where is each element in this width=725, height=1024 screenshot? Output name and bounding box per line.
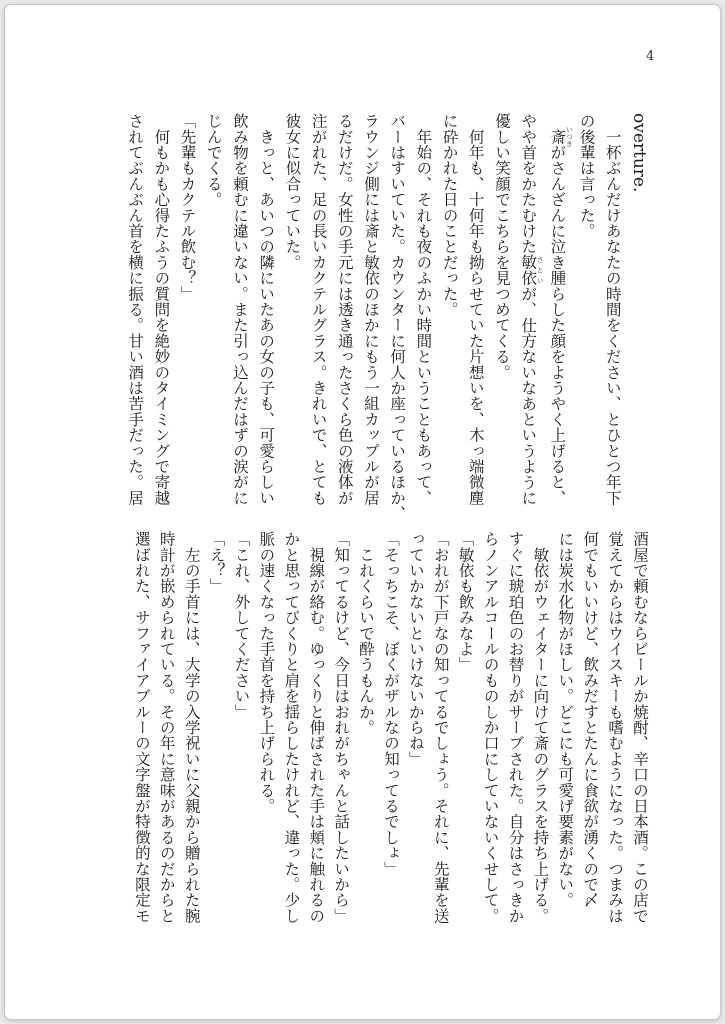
book-page [4,4,721,1020]
text-segment: 「え？」 [207,531,226,594]
text-segment: すぐに琥珀色のお替りがサーブされた。自分はさっきか [506,531,525,924]
text-line [600,113,626,506]
text-line [403,531,428,941]
text-segment: には炭水化物がほしい。どこにも可愛げ要素がない。 [556,531,575,908]
text-segment: 何もかも心得たふうの質問を絶妙のタイミングで寄越 [152,113,171,506]
text-segment: 「おれが下戸なの知ってるでしょう。それに、先輩を送 [431,531,450,924]
text-line [279,113,305,503]
text-segment: 年始の、それも夜のふかい時間ということもあって、 [414,113,433,506]
text-segment: 敏依がウェイターに向けて斎のグラスを持ち上げる。 [531,531,550,924]
text-line [627,531,652,941]
ruby-reading: さとい [536,254,545,286]
text-segment: に砕かれた日のことだった。 [440,113,459,318]
text-segment: 何年も、十何年も拗らせていた片想いを、木っ端微塵 [466,113,485,506]
ruby-annotated-name [519,254,545,286]
text-line [463,113,489,506]
text-segment: が、仕方ないなあというように [519,285,538,506]
text-segment: 「これ、外してください」 [232,531,251,720]
text-line [378,531,403,941]
text-line [353,531,378,941]
text-segment: がさんざんに泣き腫らした顔をようやく上げると、 [548,144,567,506]
text-segment: 脈の速くなった手首を持ち上げられる。 [257,531,276,814]
text-segment: じんでくる。 [204,113,223,208]
text-line [278,531,303,941]
text-line [428,531,453,941]
text-line [253,113,279,506]
text-line [527,531,552,941]
text-line [154,531,179,941]
ruby-annotated-name [548,125,574,148]
text-segment: 「そっちこそ、ぼくがザルなの知ってるでしょ」 [381,531,400,877]
ruby-base: 敏依 [519,254,538,286]
text-segment: 覚えてからはウイスキーも嗜むようになった。つまみは [606,531,625,924]
text-segment: 優しい笑顔でこちらを見つめてくる。 [492,113,511,380]
text-segment: ラウンジ側には斎と敏依のほかにもう一組カップルが居 [361,113,380,506]
text-line [148,113,174,506]
text-segment: 時計が嵌められている。その年に意味があるのだからと [157,531,176,924]
text-segment: 「敏依も飲みなよ」 [456,531,475,673]
text-segment: 彼女に似合っていた。 [283,113,302,270]
text-line [544,113,574,506]
text-line [384,113,410,522]
text-block-lower [132,531,652,941]
page-number: 4 [646,49,655,64]
text-line [305,113,331,506]
text-line [573,113,599,503]
text-segment: 何でもいいけど、飲みだすとたんに食欲が湧くので〆 [581,531,600,908]
text-line [552,531,577,941]
text-segment: overture. [629,113,649,193]
text-block-upper [126,113,652,522]
text-line [179,531,204,941]
text-line [453,531,478,941]
ruby-base: 斎 [548,125,567,148]
text-segment: されてぶんぶん首を横に振る。甘い酒は苦手だった。居 [126,113,145,506]
text-line [503,531,528,941]
text-segment: バーはすいていた。カウンターに何人か座っているほか、 [388,113,407,522]
text-segment: っていかないといけないからね」 [406,531,425,767]
text-line [489,113,515,503]
text-segment: きっと、あいつの隣にいたあの女の子も、可愛らしい [257,113,276,506]
text-segment: 選ばれた、サファイアブルーの文字盤が特徴的な限定モ [132,531,151,924]
text-segment: 酒屋で頼むならビールか焼酎、辛口の日本酒。この店で [631,531,649,924]
text-segment: らノンアルコールのものしか口にしていないくせして。 [481,531,500,924]
text-segment: 一杯ぶんだけあなたの時間をください、とひとつ年下 [603,113,622,506]
text-segment: 飲み物を頼むに違いない。また引っ込んだはずの涙がに [230,113,249,506]
text-segment: るだけだ。女性の手元には透き通ったさくら色の液体が [335,113,354,506]
text-line [436,113,462,503]
text-line [204,531,229,941]
text-line [332,113,358,506]
text-line [410,113,436,506]
text-segment: の後輩は言った。 [577,113,596,239]
text-segment: 「先輩もカクテル飲む？」 [178,113,197,302]
text-line [227,113,253,506]
text-segment: 左の手首には、大学の入学祝いに父親から贈られた腕 [182,531,201,924]
text-line [122,113,148,506]
text-line [174,113,200,503]
text-segment: 「知ってるけど、今日はおれがちゃんと話したいから」 [332,531,351,924]
text-segment: やや首をかたむけた [519,113,538,255]
text-segment: 視線が絡む。ゆっくりと伸ばされた手は頬に触れるの [307,531,326,924]
text-line [129,531,154,941]
text-line [303,531,328,941]
text-line [229,531,254,941]
text-segment: 注がれた、足の長いカクテルグラス。きれいで、とても [309,113,328,506]
ruby-reading: いつき [565,125,574,148]
chapter-title [626,113,652,503]
text-line [328,531,353,941]
text-segment: これくらいで酔うもんか。 [357,531,376,736]
text-line [201,113,227,503]
text-line [602,531,627,941]
text-line [478,531,503,941]
text-line [254,531,279,941]
text-line [358,113,384,506]
text-line [577,531,602,941]
text-segment: かと思ってびくりと肩を揺らしたけれど、違った。少し [282,531,301,924]
text-line [515,113,545,506]
